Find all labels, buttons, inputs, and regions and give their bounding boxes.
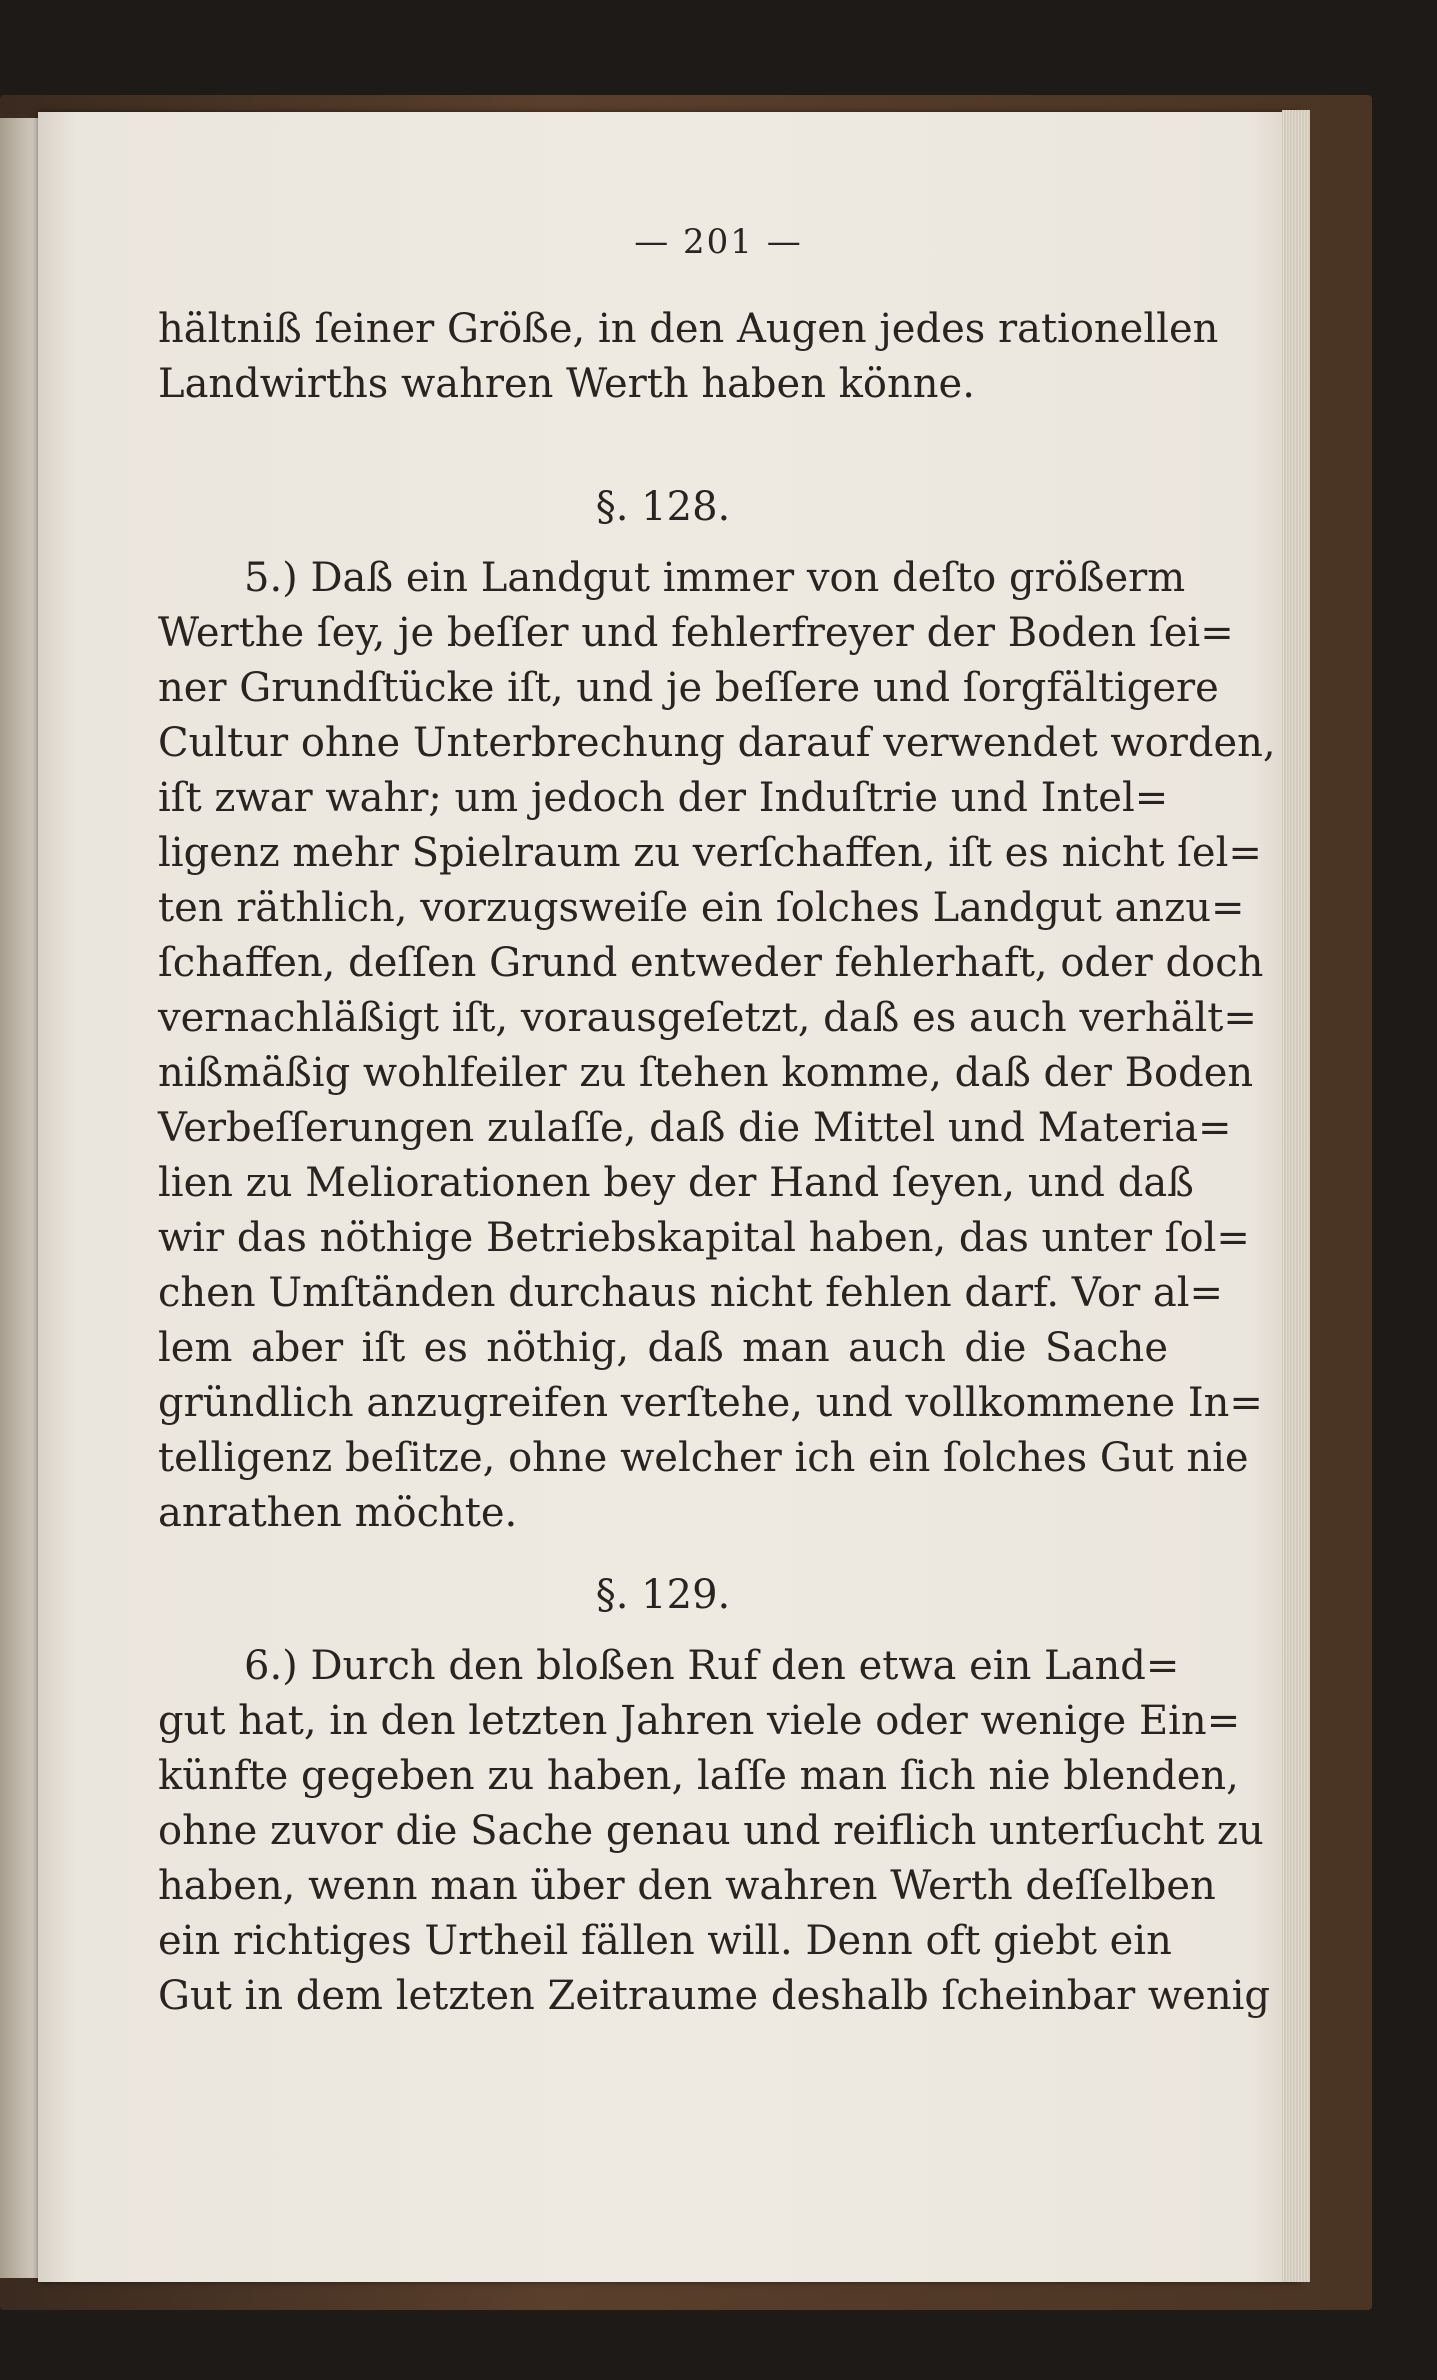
section-128: [158, 460, 1276, 1541]
text-line: Werthe ſey, je beſſer und fehlerfreyer der Boden ſei=: [158, 610, 1234, 656]
text-line: 6.) Durch den bloßen Ruf den etwa ein Land=: [244, 1643, 1180, 1689]
text-line: Cultur ohne Unterbrechung darauf verwendet worden,: [158, 720, 1276, 766]
text-line: lien zu Meliorationen bey der Hand ſeyen, und daß: [158, 1160, 1194, 1206]
text-line: ohne zuvor die Sache genau und reiflich unterſucht zu: [158, 1808, 1264, 1854]
text-line: iſt zwar wahr; um jedoch der Induſtrie und Intel=: [158, 775, 1169, 821]
text-line: ten räthlich, vorzugsweiſe ein ſolches Landgut anzu=: [158, 885, 1245, 931]
text-line: gut hat, in den letzten Jahren viele oder wenige Ein=: [158, 1698, 1241, 1744]
text-line: telligenz beſitze, ohne welcher ich ein ſolches Gut nie: [158, 1435, 1249, 1481]
text-line: 5.) Daß ein Landgut immer von deſto größerm: [244, 555, 1186, 601]
facing-page-edge: [0, 118, 40, 2278]
text-line: chen Umſtänden durchaus nicht fehlen darf. Vor al=: [158, 1270, 1224, 1316]
text-line: haben, wenn man über den wahren Werth deſſelben: [158, 1863, 1216, 1909]
section-129: [158, 1548, 1270, 2024]
text-line: Gut in dem letzten Zeitraume deshalb ſcheinbar wenig: [158, 1973, 1270, 2019]
page-number: — 201 —: [634, 222, 803, 262]
text-line: lem aber iſt es nöthig, daß man auch die Sache: [158, 1325, 1168, 1371]
text-line: Landwirths wahren Werth haben könne.: [158, 361, 975, 407]
text-line: ner Grundſtücke iſt, und je beſſere und ſorgfältigere: [158, 665, 1219, 711]
text-line: hältniß ſeiner Größe, in den Augen jedes rationellen: [158, 306, 1219, 352]
text-line: künfte gegeben zu haben, laſſe man ſich nie blenden,: [158, 1753, 1239, 1799]
section-heading: §. 128.: [595, 484, 731, 530]
text-line: wir das nöthige Betriebskapital haben, das unter ſol=: [158, 1215, 1250, 1261]
text-line: vernachläßigt iſt, vorausgeſetzt, daß es auch verhält=: [158, 995, 1257, 1041]
text-line: ligenz mehr Spielraum zu verſchaffen, iſt es nicht ſel=: [158, 830, 1262, 876]
page-stack-edge: [1282, 110, 1310, 2282]
intro-paragraph: [158, 302, 1219, 412]
text-line: nißmäßig wohlfeiler zu ſtehen komme, daß der Boden: [158, 1050, 1254, 1096]
text-line: Verbeſſerungen zulaſſe, daß die Mittel und Materia=: [158, 1105, 1232, 1151]
text-line: anrathen möchte.: [158, 1490, 518, 1536]
text-line: ſchaffen, deſſen Grund entweder fehlerhaft, oder doch: [158, 940, 1264, 986]
text-line: ein richtiges Urtheil fällen will. Denn oft giebt ein: [158, 1918, 1172, 1964]
section-heading: §. 129.: [595, 1572, 731, 1618]
text-line: gründlich anzugreifen verſtehe, und vollkommene In=: [158, 1380, 1263, 1426]
